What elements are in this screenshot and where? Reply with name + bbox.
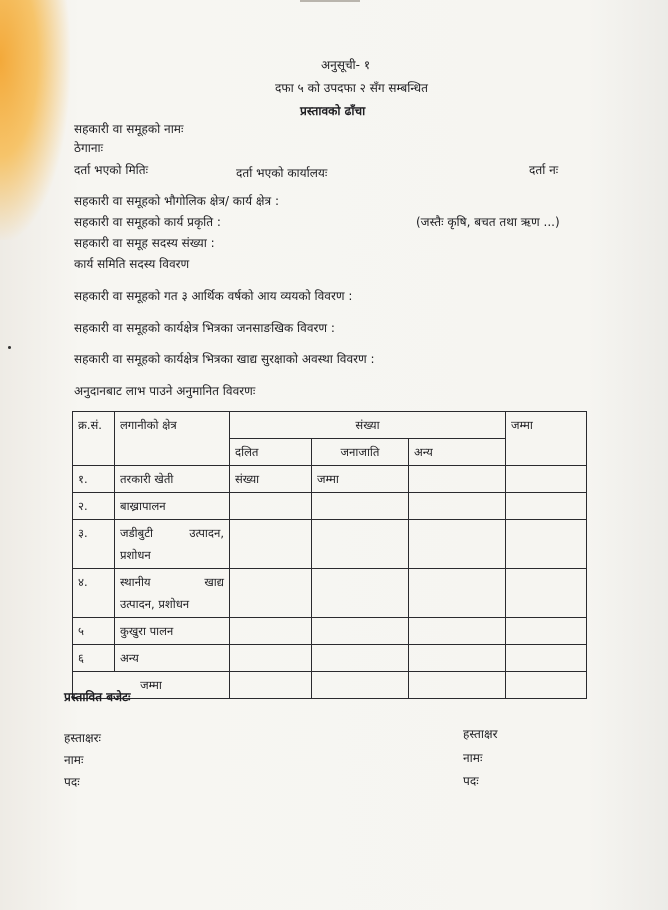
work-nature-label: सहकारी वा समूहको कार्य प्रकृति : — [74, 215, 221, 229]
row-total — [506, 569, 587, 618]
col-header-other: अन्य — [409, 439, 506, 466]
row-sn: ५ — [73, 618, 115, 645]
row-janajati — [312, 493, 409, 520]
table-row — [73, 645, 587, 672]
row-other — [409, 569, 506, 618]
paper-corner-stain — [0, 0, 70, 240]
row-dalit — [230, 493, 312, 520]
total-sum — [506, 672, 587, 699]
row-total — [506, 466, 587, 493]
row-other — [409, 645, 506, 672]
row-janajati: जम्मा — [312, 466, 409, 493]
table-total-row — [73, 672, 587, 699]
row-sector-part: उत्पादन, — [189, 526, 224, 540]
row-sector-part: खाद्य — [204, 575, 224, 589]
cooperative-name-label: सहकारी वा समूहको नामः — [74, 122, 184, 136]
row-sector-line2: उत्पादन, प्रशोधन — [120, 597, 190, 611]
row-sn: १. — [73, 466, 115, 493]
schedule-heading: अनुसूची- १ — [321, 58, 371, 72]
beneficiaries-section: अनुदानबाट लाभ पाउने अनुमानित विवरणः — [74, 384, 256, 398]
col-header-sn: क्र.सं. — [73, 412, 115, 466]
row-sector-part: जडीबुटी — [120, 526, 154, 540]
row-janajati — [312, 569, 409, 618]
post-left-label: पदः — [64, 775, 80, 789]
margin-dot — [8, 346, 11, 349]
table-row — [73, 569, 587, 618]
row-sector-part: स्थानीय — [120, 575, 151, 589]
row-total — [506, 618, 587, 645]
post-right-label: पदः — [463, 774, 479, 788]
work-nature-example: (जस्तैः कृषि, बचत तथा ऋण ...) — [416, 215, 560, 229]
income-expense-section: सहकारी वा समूहको गत ३ आर्थिक वर्षको आय व्ययको विवरण : — [74, 289, 353, 303]
row-janajati — [312, 618, 409, 645]
registration-office-label: दर्ता भएको कार्यालयः — [236, 166, 328, 180]
row-sector — [115, 520, 230, 569]
row-total — [506, 493, 587, 520]
form-title: प्रस्तावको ढाँचा — [300, 104, 366, 118]
row-sector-line2: प्रशोधन — [120, 548, 151, 562]
row-dalit — [230, 618, 312, 645]
food-security-section: सहकारी वा समूहको कार्यक्षेत्र भित्रका खाद्य सुरक्षाको अवस्था विवरण : — [74, 352, 375, 366]
row-sn: ४. — [73, 569, 115, 618]
table-row — [73, 493, 587, 520]
table-row — [73, 520, 587, 569]
row-total — [506, 645, 587, 672]
row-janajati — [312, 645, 409, 672]
total-janajati — [312, 672, 409, 699]
col-header-sector: लगानीको क्षेत्र — [115, 412, 230, 466]
table-row — [73, 618, 587, 645]
beneficiary-table — [72, 411, 587, 699]
col-header-count: संख्या — [230, 412, 506, 439]
row-sector: बाख्रापालन — [115, 493, 230, 520]
row-sector: अन्य — [115, 645, 230, 672]
demographic-section: सहकारी वा समूहको कार्यक्षेत्र भित्रका जनसाङखिक विवरण : — [74, 321, 335, 335]
committee-details-label: कार्य समिति सदस्य विवरण — [74, 257, 190, 271]
signature-right-label: हस्ताक्षर — [463, 727, 498, 741]
top-edge-mark — [300, 0, 360, 2]
row-sn: ३. — [73, 520, 115, 569]
row-dalit — [230, 645, 312, 672]
col-header-dalit: दलित — [230, 439, 312, 466]
table-header-row — [73, 412, 587, 439]
row-janajati — [312, 520, 409, 569]
total-dalit — [230, 672, 312, 699]
row-other — [409, 520, 506, 569]
proposed-budget-label: प्रस्तावित बजेटः — [64, 690, 131, 704]
row-dalit — [230, 520, 312, 569]
member-count-label: सहकारी वा समूह सदस्य संख्या : — [74, 236, 215, 250]
row-other — [409, 493, 506, 520]
address-label: ठेगानाः — [74, 141, 104, 155]
row-total — [506, 520, 587, 569]
col-header-total: जम्मा — [506, 412, 587, 466]
table-total-label: जम्मा — [73, 672, 230, 699]
row-sector — [115, 569, 230, 618]
geographic-area-label: सहकारी वा समूहको भौगोलिक क्षेत्र/ कार्य क्षेत्र : — [74, 194, 279, 208]
signature-left-label: हस्ताक्षरः — [64, 731, 101, 745]
registration-number-label: दर्ता नः — [529, 163, 559, 177]
row-sector: तरकारी खेती — [115, 466, 230, 493]
name-right-label: नामः — [463, 751, 483, 765]
row-sn: २. — [73, 493, 115, 520]
name-left-label: नामः — [64, 753, 84, 767]
table-row — [73, 466, 587, 493]
row-other — [409, 618, 506, 645]
total-other — [409, 672, 506, 699]
row-sector: कुखुरा पालन — [115, 618, 230, 645]
row-dalit — [230, 569, 312, 618]
row-sn: ६ — [73, 645, 115, 672]
row-dalit: संख्या — [230, 466, 312, 493]
row-other — [409, 466, 506, 493]
col-header-janajati: जनाजाति — [312, 439, 409, 466]
clause-reference: दफा ५ को उपदफा २ सँग सम्बन्धित — [275, 81, 428, 95]
registration-date-label: दर्ता भएको मितिः — [74, 163, 149, 177]
